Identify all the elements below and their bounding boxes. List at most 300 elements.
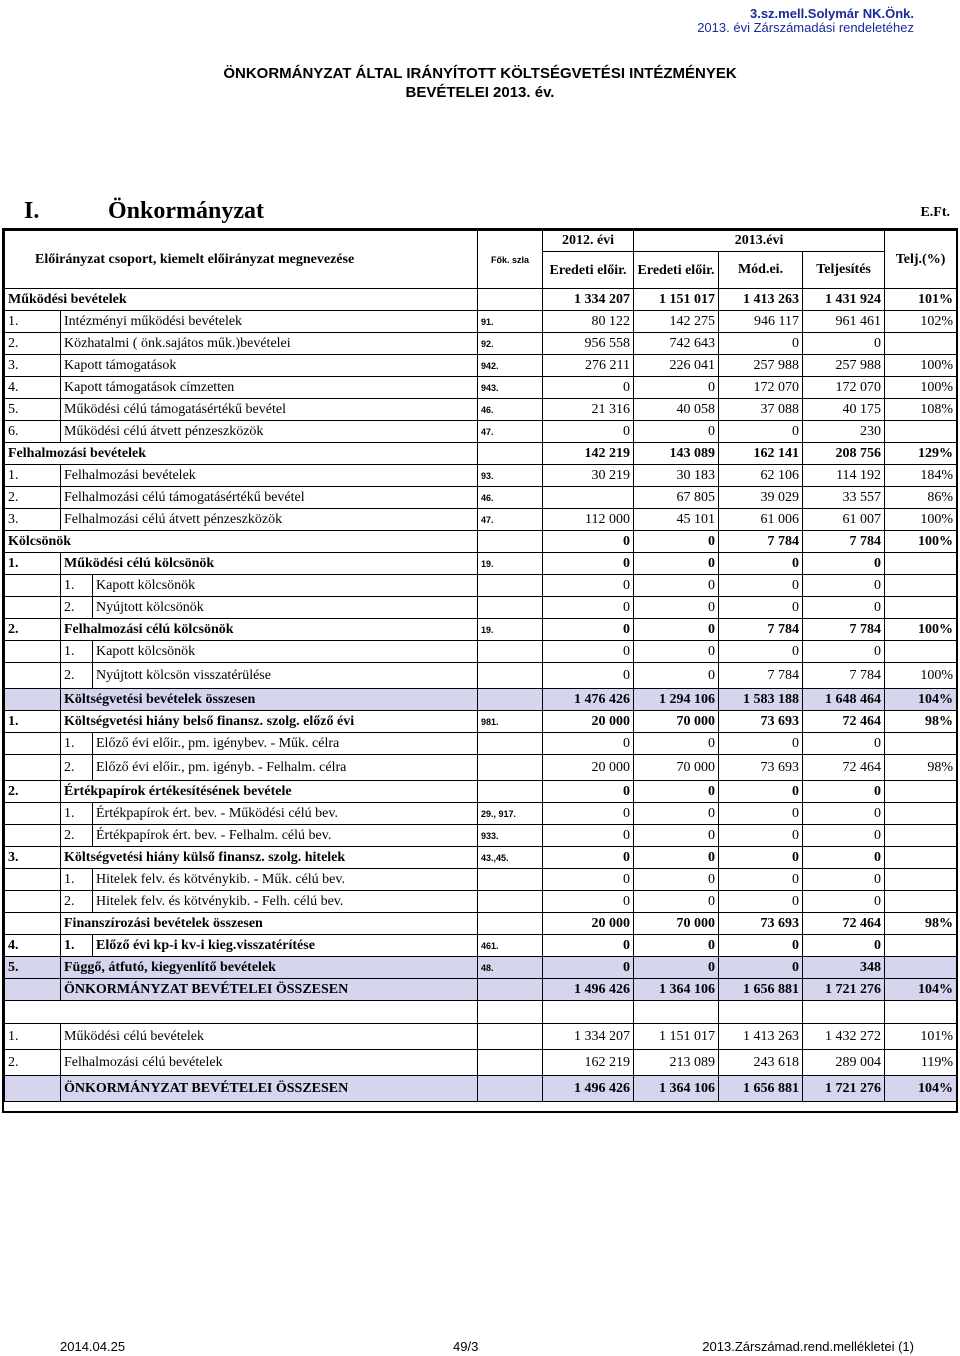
- value-performance-2013: 1 648 464: [803, 689, 885, 711]
- table-row: [5, 663, 957, 689]
- row-label: Felhalmozási célú bevételek: [61, 1050, 478, 1076]
- value-performance-2013: 7 784: [803, 531, 885, 553]
- value-original-2012: 0: [543, 733, 634, 755]
- table-row: [5, 443, 957, 465]
- row-number: 1.: [5, 465, 61, 487]
- value-original-2013: 30 183: [634, 465, 719, 487]
- row-number: 4.: [5, 377, 61, 399]
- value-modified-2013: 0: [719, 803, 803, 825]
- value-performance-2013: 208 756: [803, 443, 885, 465]
- row-account-code: [478, 1001, 543, 1024]
- value-percent: 104%: [885, 1076, 957, 1102]
- value-original-2013: 0: [634, 377, 719, 399]
- value-original-2012: 0: [543, 781, 634, 803]
- value-modified-2013: 1 413 263: [719, 1024, 803, 1050]
- row-account-code: [478, 733, 543, 755]
- row-number: 3.: [5, 509, 61, 531]
- table-row: [5, 641, 957, 663]
- header-year-2012: 2012. évi: [543, 231, 634, 252]
- row-subnumber: 1.: [61, 869, 93, 891]
- value-modified-2013: 257 988: [719, 355, 803, 377]
- row-account-code: 91.: [478, 311, 543, 333]
- row-number: [5, 979, 61, 1001]
- value-original-2013: 1 364 106: [634, 1076, 719, 1102]
- value-modified-2013: 0: [719, 597, 803, 619]
- row-number: 2.: [5, 487, 61, 509]
- row-label: ÖNKORMÁNYZAT BEVÉTELEI ÖSSZESEN: [61, 979, 478, 1001]
- row-label: Nyújtott kölcsönök: [93, 597, 478, 619]
- value-original-2013: 1 294 106: [634, 689, 719, 711]
- row-label: [5, 1001, 478, 1024]
- row-label: Kapott kölcsönök: [93, 575, 478, 597]
- value-performance-2013: 0: [803, 869, 885, 891]
- row-account-code: 19.: [478, 619, 543, 641]
- value-percent: 108%: [885, 399, 957, 421]
- value-original-2013: 45 101: [634, 509, 719, 531]
- row-label: Előző évi előir., pm. igényb. - Felhalm. célra: [93, 755, 478, 781]
- row-label: Függő, átfutó, kiegyenlítő bevételek: [61, 957, 478, 979]
- value-performance-2013: 0: [803, 641, 885, 663]
- value-original-2013: 0: [634, 619, 719, 641]
- section-name: Önkormányzat: [108, 198, 264, 224]
- value-original-2013: 1 364 106: [634, 979, 719, 1001]
- table-row: [5, 847, 957, 869]
- value-original-2013: 0: [634, 935, 719, 957]
- row-number: [5, 663, 61, 689]
- value-percent: 98%: [885, 755, 957, 781]
- table-row: [5, 733, 957, 755]
- value-modified-2013: 7 784: [719, 663, 803, 689]
- value-modified-2013: 0: [719, 553, 803, 575]
- row-number: 2.: [5, 781, 61, 803]
- value-original-2013: [634, 1001, 719, 1024]
- value-percent: [885, 733, 957, 755]
- value-modified-2013: 73 693: [719, 755, 803, 781]
- value-percent: 100%: [885, 619, 957, 641]
- table-row: [5, 689, 957, 711]
- value-performance-2013: 0: [803, 781, 885, 803]
- table-row: [5, 1050, 957, 1076]
- row-subnumber: 2.: [61, 755, 93, 781]
- table-row: [5, 355, 957, 377]
- table-row: [5, 509, 957, 531]
- value-performance-2013: 230: [803, 421, 885, 443]
- value-original-2013: 213 089: [634, 1050, 719, 1076]
- row-label: Felhalmozási célú támogatásértékű bevétel: [61, 487, 478, 509]
- value-original-2012: [543, 487, 634, 509]
- value-original-2013: 0: [634, 957, 719, 979]
- value-original-2012: 0: [543, 531, 634, 553]
- row-number: [5, 575, 61, 597]
- value-percent: [885, 781, 957, 803]
- row-number: [5, 597, 61, 619]
- value-original-2012: 0: [543, 619, 634, 641]
- row-number: 3.: [5, 847, 61, 869]
- value-original-2012: 1 334 207: [543, 289, 634, 311]
- value-percent: [885, 421, 957, 443]
- revenue-table: [4, 230, 957, 1102]
- value-original-2013: 143 089: [634, 443, 719, 465]
- table-row: [5, 597, 957, 619]
- value-modified-2013: 0: [719, 891, 803, 913]
- row-account-code: 933.: [478, 825, 543, 847]
- value-original-2013: 0: [634, 781, 719, 803]
- row-account-code: [478, 641, 543, 663]
- value-modified-2013: 62 106: [719, 465, 803, 487]
- value-original-2012: 0: [543, 421, 634, 443]
- row-label: Értékpapírok értékesítésének bevétele: [61, 781, 478, 803]
- value-performance-2013: 0: [803, 597, 885, 619]
- row-account-code: [478, 289, 543, 311]
- row-label: Közhatalmi ( önk.sajátos műk.)bevételei: [61, 333, 478, 355]
- value-original-2012: 0: [543, 935, 634, 957]
- row-number: 2.: [5, 333, 61, 355]
- value-performance-2013: 1 431 924: [803, 289, 885, 311]
- value-original-2013: 0: [634, 891, 719, 913]
- header-original-2012: Eredeti előir.: [543, 252, 634, 289]
- row-label: Kapott támogatások címzetten: [61, 377, 478, 399]
- value-modified-2013: 7 784: [719, 531, 803, 553]
- row-account-code: 981.: [478, 711, 543, 733]
- value-original-2012: 0: [543, 575, 634, 597]
- value-percent: [885, 847, 957, 869]
- row-label: Felhalmozási bevételek: [61, 465, 478, 487]
- table-row: [5, 1001, 957, 1024]
- row-label: Értékpapírok ért. bev. - Felhalm. célú bev.: [93, 825, 478, 847]
- row-number: 1.: [5, 1024, 61, 1050]
- value-original-2012: 20 000: [543, 711, 634, 733]
- value-original-2013: 0: [634, 575, 719, 597]
- value-performance-2013: 72 464: [803, 913, 885, 935]
- row-number: [5, 689, 61, 711]
- row-number: [5, 913, 61, 935]
- row-subnumber: 1.: [61, 935, 93, 957]
- footer-page-number: 49/3: [453, 1339, 479, 1354]
- header-decree-label: 2013. évi Zárszámadási rendeletéhez: [697, 20, 914, 35]
- document-title-line1: ÖNKORMÁNYZAT ÁLTAL IRÁNYÍTOTT KÖLTSÉGVETÉSI INTÉZMÉNYEK: [223, 65, 737, 82]
- row-number: [5, 755, 61, 781]
- row-subnumber: 2.: [61, 825, 93, 847]
- table-row: [5, 311, 957, 333]
- value-modified-2013: [719, 1001, 803, 1024]
- value-modified-2013: 243 618: [719, 1050, 803, 1076]
- table-body: [5, 289, 957, 1102]
- value-performance-2013: 72 464: [803, 755, 885, 781]
- table-header-row-1: [5, 231, 957, 252]
- value-performance-2013: 0: [803, 935, 885, 957]
- row-label: Működési célú kölcsönök: [61, 553, 478, 575]
- value-modified-2013: 7 784: [719, 619, 803, 641]
- value-original-2013: 142 275: [634, 311, 719, 333]
- row-number: [5, 1076, 61, 1102]
- row-label: Kapott támogatások: [61, 355, 478, 377]
- value-percent: 100%: [885, 509, 957, 531]
- row-account-code: 461.: [478, 935, 543, 957]
- row-subnumber: 1.: [61, 733, 93, 755]
- value-percent: 100%: [885, 377, 957, 399]
- table-row: [5, 619, 957, 641]
- value-percent: [885, 803, 957, 825]
- value-performance-2013: 61 007: [803, 509, 885, 531]
- value-performance-2013: 33 557: [803, 487, 885, 509]
- table-row: [5, 399, 957, 421]
- value-original-2013: 1 151 017: [634, 289, 719, 311]
- value-percent: [885, 935, 957, 957]
- row-subnumber: 1.: [61, 803, 93, 825]
- row-label: Előző évi előir., pm. igénybev. - Műk. célra: [93, 733, 478, 755]
- row-label: Hitelek felv. és kötvénykib. - Felh. célú bev.: [93, 891, 478, 913]
- value-original-2012: 21 316: [543, 399, 634, 421]
- value-modified-2013: 37 088: [719, 399, 803, 421]
- value-original-2013: 70 000: [634, 913, 719, 935]
- value-percent: [885, 869, 957, 891]
- value-percent: [885, 333, 957, 355]
- row-account-code: [478, 597, 543, 619]
- table-row: [5, 957, 957, 979]
- value-original-2012: 0: [543, 825, 634, 847]
- value-performance-2013: 72 464: [803, 711, 885, 733]
- row-number: [5, 803, 61, 825]
- value-modified-2013: 0: [719, 733, 803, 755]
- row-number: 3.: [5, 355, 61, 377]
- row-number: 5.: [5, 957, 61, 979]
- footer-date: 2014.04.25: [60, 1339, 126, 1354]
- row-account-code: [478, 755, 543, 781]
- row-number: 6.: [5, 421, 61, 443]
- table-row: [5, 781, 957, 803]
- value-percent: 100%: [885, 355, 957, 377]
- row-label: Értékpapírok ért. bev. - Működési célú bev.: [93, 803, 478, 825]
- value-original-2012: 0: [543, 847, 634, 869]
- value-modified-2013: 1 583 188: [719, 689, 803, 711]
- row-number: 2.: [5, 1050, 61, 1076]
- value-original-2012: 276 211: [543, 355, 634, 377]
- row-account-code: [478, 663, 543, 689]
- header-annex-label: 3.sz.mell.Solymár NK.Önk.: [749, 6, 914, 21]
- row-number: 1.: [5, 553, 61, 575]
- row-account-code: [478, 913, 543, 935]
- header-description: Előirányzat csoport, kiemelt előirányzat megnevezése: [5, 231, 478, 289]
- row-label: Felhalmozási bevételek: [5, 443, 478, 465]
- table-row: [5, 979, 957, 1001]
- value-original-2012: 0: [543, 891, 634, 913]
- row-label: Működési célú bevételek: [61, 1024, 478, 1050]
- value-original-2012: 20 000: [543, 913, 634, 935]
- row-account-code: 19.: [478, 553, 543, 575]
- row-account-code: 46.: [478, 399, 543, 421]
- value-original-2013: 67 805: [634, 487, 719, 509]
- value-percent: 119%: [885, 1050, 957, 1076]
- value-performance-2013: 289 004: [803, 1050, 885, 1076]
- value-original-2013: 0: [634, 803, 719, 825]
- value-original-2013: 70 000: [634, 711, 719, 733]
- value-modified-2013: 1 656 881: [719, 979, 803, 1001]
- value-original-2013: 40 058: [634, 399, 719, 421]
- row-account-code: [478, 531, 543, 553]
- value-original-2012: 0: [543, 597, 634, 619]
- footer-file-name: 2013.Zárszámad.rend.mellékletei (1): [702, 1339, 914, 1354]
- row-label: Működési célú átvett pénzeszközök: [61, 421, 478, 443]
- value-original-2012: 1 496 426: [543, 1076, 634, 1102]
- row-number: [5, 733, 61, 755]
- row-account-code: 943.: [478, 377, 543, 399]
- value-original-2012: 0: [543, 957, 634, 979]
- row-label: Költségvetési bevételek összesen: [61, 689, 478, 711]
- value-performance-2013: 1 721 276: [803, 979, 885, 1001]
- table-row: [5, 333, 957, 355]
- value-modified-2013: 1 413 263: [719, 289, 803, 311]
- header-performance: Teljesítés: [803, 252, 885, 289]
- value-percent: 101%: [885, 1024, 957, 1050]
- row-account-code: [478, 1076, 543, 1102]
- value-performance-2013: 0: [803, 891, 885, 913]
- header-modified: Mód.ei.: [719, 252, 803, 289]
- value-original-2013: 0: [634, 663, 719, 689]
- value-percent: 104%: [885, 689, 957, 711]
- value-original-2013: 742 643: [634, 333, 719, 355]
- header-account-code: Fők. szla: [478, 231, 543, 289]
- row-label: Költségvetési hiány belső finansz. szolg. előző évi: [61, 711, 478, 733]
- value-performance-2013: [803, 1001, 885, 1024]
- header-original-2013: Eredeti előir.: [634, 252, 719, 289]
- value-performance-2013: 114 192: [803, 465, 885, 487]
- value-performance-2013: 0: [803, 575, 885, 597]
- value-original-2012: 0: [543, 641, 634, 663]
- row-label: Működési bevételek: [5, 289, 478, 311]
- table-row: [5, 575, 957, 597]
- table-row: [5, 711, 957, 733]
- value-original-2012: 1 334 207: [543, 1024, 634, 1050]
- row-number: 1.: [5, 311, 61, 333]
- value-original-2012: 1 476 426: [543, 689, 634, 711]
- value-original-2013: 0: [634, 869, 719, 891]
- header-percent: Telj.(%): [885, 231, 957, 289]
- value-original-2013: 0: [634, 597, 719, 619]
- unit-label: E.Ft.: [920, 205, 950, 220]
- value-original-2012: 80 122: [543, 311, 634, 333]
- value-original-2013: 1 151 017: [634, 1024, 719, 1050]
- table-row: [5, 825, 957, 847]
- row-account-code: [478, 781, 543, 803]
- value-original-2013: 0: [634, 553, 719, 575]
- row-account-code: 47.: [478, 509, 543, 531]
- row-account-code: [478, 443, 543, 465]
- value-performance-2013: 0: [803, 847, 885, 869]
- value-percent: [885, 957, 957, 979]
- value-original-2012: 956 558: [543, 333, 634, 355]
- table-row: [5, 531, 957, 553]
- value-performance-2013: 257 988: [803, 355, 885, 377]
- value-original-2012: 30 219: [543, 465, 634, 487]
- value-performance-2013: 0: [803, 553, 885, 575]
- row-number: 5.: [5, 399, 61, 421]
- value-modified-2013: 0: [719, 641, 803, 663]
- value-original-2013: 0: [634, 641, 719, 663]
- row-number: 1.: [5, 711, 61, 733]
- value-modified-2013: 0: [719, 847, 803, 869]
- value-percent: [885, 891, 957, 913]
- row-subnumber: 1.: [61, 641, 93, 663]
- value-performance-2013: 0: [803, 333, 885, 355]
- value-original-2012: 0: [543, 663, 634, 689]
- value-modified-2013: 73 693: [719, 711, 803, 733]
- value-performance-2013: 0: [803, 803, 885, 825]
- value-original-2012: 0: [543, 869, 634, 891]
- value-modified-2013: 0: [719, 575, 803, 597]
- value-modified-2013: 73 693: [719, 913, 803, 935]
- value-percent: [885, 553, 957, 575]
- header-year-2013: 2013.évi: [634, 231, 885, 252]
- value-percent: 104%: [885, 979, 957, 1001]
- value-original-2012: 20 000: [543, 755, 634, 781]
- row-label: Felhalmozási célú kölcsönök: [61, 619, 478, 641]
- value-percent: 98%: [885, 913, 957, 935]
- row-label: Intézményi működési bevételek: [61, 311, 478, 333]
- value-percent: [885, 575, 957, 597]
- value-original-2012: 1 496 426: [543, 979, 634, 1001]
- value-performance-2013: 348: [803, 957, 885, 979]
- row-account-code: [478, 891, 543, 913]
- value-original-2013: 0: [634, 421, 719, 443]
- value-performance-2013: 7 784: [803, 663, 885, 689]
- value-original-2013: 0: [634, 825, 719, 847]
- row-account-code: 46.: [478, 487, 543, 509]
- row-account-code: 92.: [478, 333, 543, 355]
- value-percent: [885, 1001, 957, 1024]
- value-original-2013: 226 041: [634, 355, 719, 377]
- row-account-code: 942.: [478, 355, 543, 377]
- table-row: [5, 935, 957, 957]
- table-row: [5, 1076, 957, 1102]
- row-account-code: 93.: [478, 465, 543, 487]
- value-performance-2013: 0: [803, 825, 885, 847]
- row-label: Felhalmozási célú átvett pénzeszközök: [61, 509, 478, 531]
- row-label: Előző évi kp-i kv-i kieg.visszatérítése: [93, 935, 478, 957]
- row-label: Kölcsönök: [5, 531, 478, 553]
- value-percent: 100%: [885, 663, 957, 689]
- table-row: [5, 755, 957, 781]
- row-label: Nyújtott kölcsön visszatérülése: [93, 663, 478, 689]
- value-original-2012: 0: [543, 553, 634, 575]
- value-modified-2013: 1 656 881: [719, 1076, 803, 1102]
- row-number: [5, 869, 61, 891]
- row-subnumber: 2.: [61, 891, 93, 913]
- table-row: [5, 891, 957, 913]
- row-label: Finanszírozási bevételek összesen: [61, 913, 478, 935]
- table-row: [5, 869, 957, 891]
- value-performance-2013: 1 721 276: [803, 1076, 885, 1102]
- value-modified-2013: 39 029: [719, 487, 803, 509]
- value-original-2012: [543, 1001, 634, 1024]
- value-original-2012: 142 219: [543, 443, 634, 465]
- value-modified-2013: 0: [719, 935, 803, 957]
- table-row: [5, 465, 957, 487]
- row-account-code: [478, 1050, 543, 1076]
- value-modified-2013: 0: [719, 781, 803, 803]
- value-modified-2013: 0: [719, 421, 803, 443]
- table-row: [5, 1024, 957, 1050]
- row-number: [5, 641, 61, 663]
- table-row: [5, 803, 957, 825]
- value-percent: 102%: [885, 311, 957, 333]
- table-row: [5, 553, 957, 575]
- value-percent: 100%: [885, 531, 957, 553]
- row-account-code: 29., 917.: [478, 803, 543, 825]
- value-original-2012: 162 219: [543, 1050, 634, 1076]
- value-modified-2013: 0: [719, 869, 803, 891]
- table-row: [5, 421, 957, 443]
- value-modified-2013: 946 117: [719, 311, 803, 333]
